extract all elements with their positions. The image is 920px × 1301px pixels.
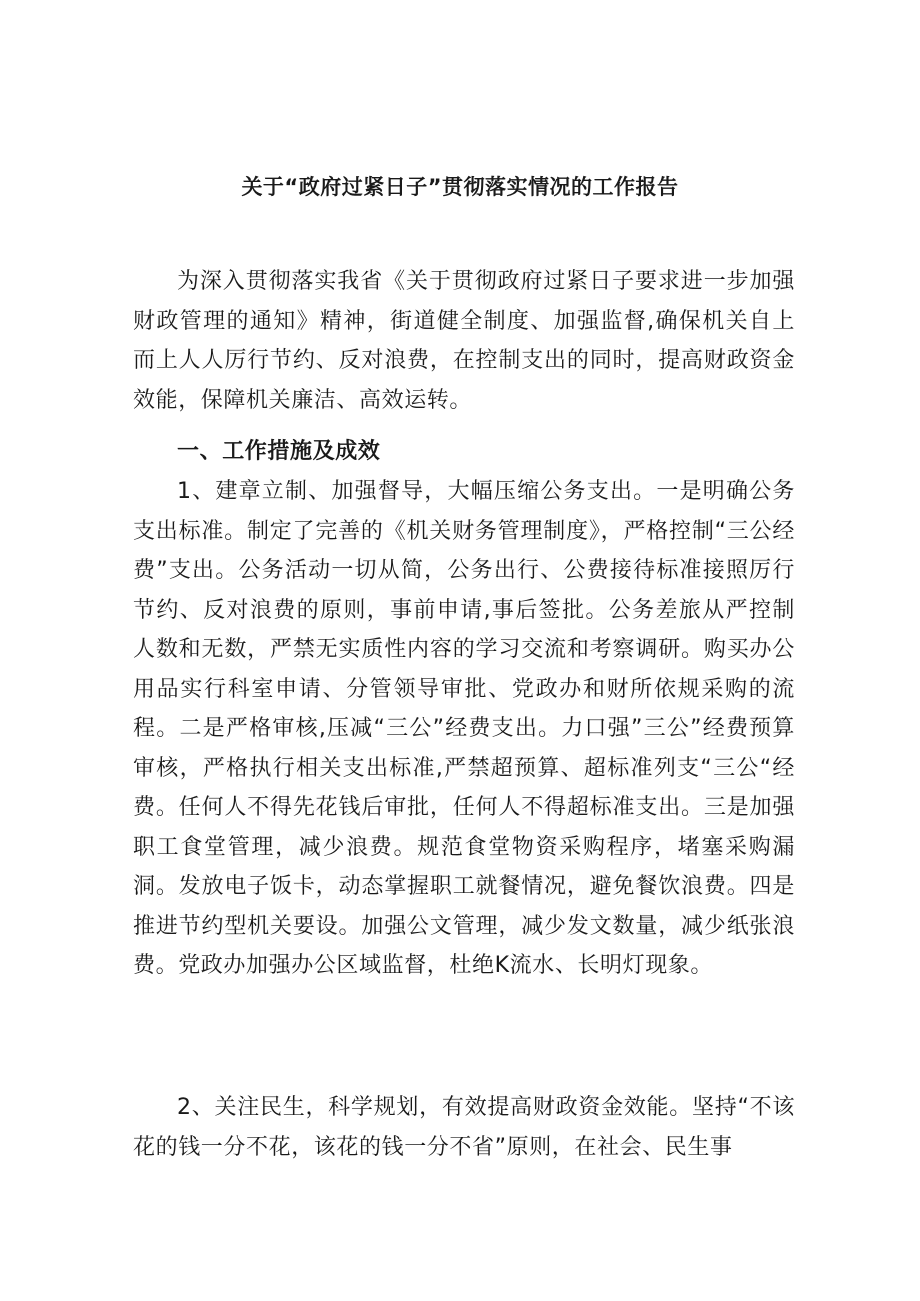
item-2-paragraph: 2、关注民生，科学规划，有效提高财政资金效能。坚持“不该花的钱一分不花，该花的钱一分不省”原则，在社会、民生事 bbox=[133, 1095, 795, 1160]
section-heading: 一、工作措施及成效 bbox=[177, 439, 381, 464]
document-title: 关于“政府过紧日子”贯彻落实情况的工作报告 bbox=[241, 175, 679, 199]
item-1-paragraph: 1、建章立制、加强督导，大幅压缩公务支出。一是明确公务支出标准。制定了完善的《机关财务管理制度》，严格控制“三公经费”支出。公务活动一切从简，公务出行、公费接待标准接照厉行节约、反对浪费的原则，事前申请,事后签批。公务差旅从严控制人数和无数，严禁无实质性内容的学习交流和考察调研。购买办公用品实行科室申请、分管领导审批、党政办和财所依规采购的流程。二是严格审核,压减“三公”经费支出。力口强”三公”经费预算审核，严格执行相关支出标准,严禁超预算、超标准列支“三公“经费。任何人不得先花钱后审批，任何人不得超标准支出。三是加强职工食堂管理，减少浪费。规范食堂物资采购程序，堵塞采购漏洞。发放电子饭卡，动态掌握职工就餐情况，避免餐饮浪费。四是推进节约型机关要设。加强公文管理，减少发文数量，减少纸张浪费。党政办加强办公区域监督，杜绝K流水、长明灯现象。 bbox=[133, 479, 795, 978]
intro-paragraph: 为深入贯彻落实我省《关于贯彻政府过紧日子要求进一步加强财政管理的通知》精神，街道健全制度、加强监督,确保机关自上而上人人厉行节约、反对浪费，在控制支出的同时，提高财政资金效能，保障机关廉洁、高效运转。 bbox=[133, 269, 795, 413]
